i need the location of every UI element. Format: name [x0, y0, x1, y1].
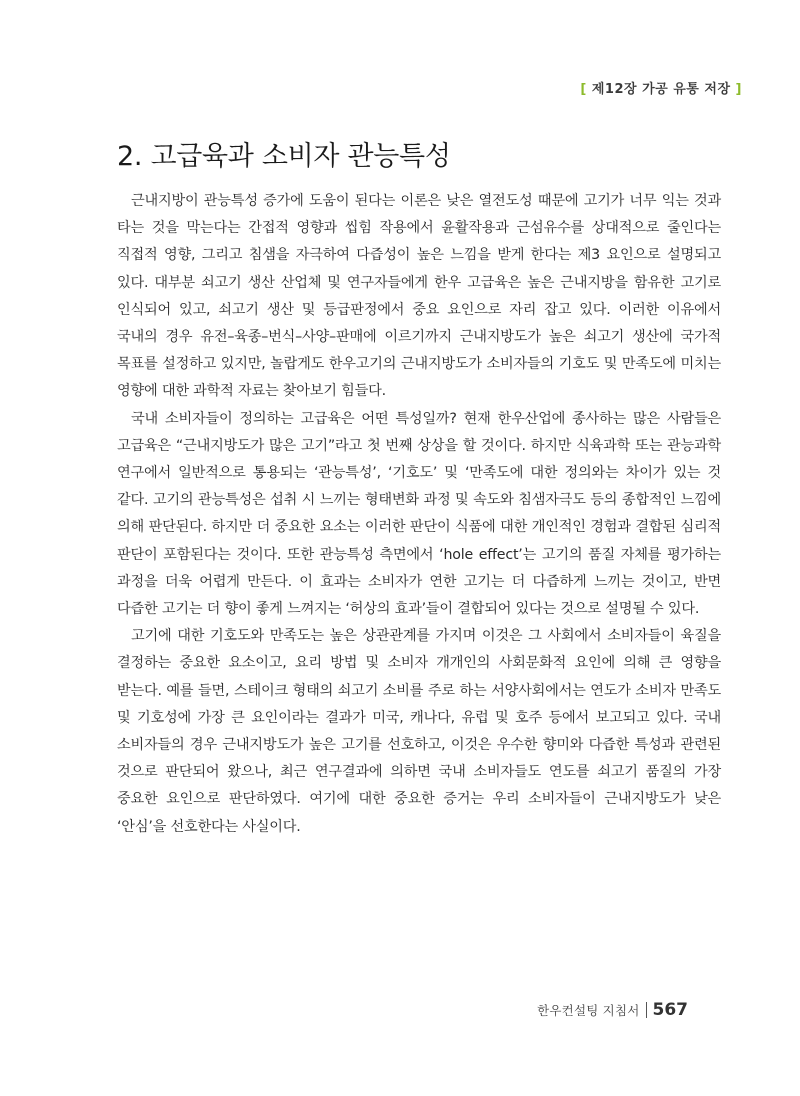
page-footer [537, 1000, 688, 1020]
guide-name: 한우컨설팅 지침서 [537, 1003, 640, 1018]
body-text [117, 188, 721, 841]
header-bracket-open: [ [580, 82, 587, 97]
footer-divider [646, 1002, 647, 1018]
paragraph-1: 근내지방이 관능특성 증가에 도움이 된다는 이론은 낮은 열전도성 때문에 고기가 너무 익는 것과 타는 것을 막는다는 간접적 영향과 씹힘 작용에서 윤활작용과 근섬유수를 상대적으로 줄인다는 직접적 영향, 그리고 침샘을 자극하여 다즙성이 높은 느낌을 받게 한다는 제3 요인으로 설명되고 있다. 대부분 쇠고기 생산 산업체 및 연구자들에게 한우 고급육은 높은 근내지방을 함유한 고기로 인식되어 있고, 쇠고기 생산 및 등급판정에서 중요 요인으로 자리 잡고 있다. 이러한 이유에서 국내의 경우 유전–육종–번식–사양–판매에 이르기까지 근내지방도가 높은 쇠고기 생산에 국가적 목표를 설정하고 있지만, 놀랍게도 한우고기의 근내지방도가 소비자들의 기호도 및 만족도에 미치는 영향에 대한 과학적 자료는 찾아보기 힘들다. [117, 193, 721, 400]
page-number: 567 [652, 1000, 688, 1020]
paragraph-2: 국내 소비자들이 정의하는 고급육은 어떤 특성일까? 현재 한우산업에 종사하는 많은 사람들은 고급육은 “근내지방도가 많은 고기”라고 첫 번째 상상을 할 것이다. 하지만 식육과학 또는 관능과학 연구에서 일반적으로 통용되는 ‘관능특성’, ‘기호도’ 및 ‘만족도에 대한 정의와는 차이가 있는 것 같다. 고기의 관능특성은 섭취 시 느끼는 형태변화 과정 및 속도와 침샘자극도 등의 종합적인 느낌에 의해 판단된다. 하지만 더 중요한 요소는 이러한 판단이 식품에 대한 개인적인 경험과 결합된 심리적 판단이 포함된다는 것이다. 또한 관능특성 측면에서 ‘hole effect’는 고기의 품질 자체를 평가하는 과정을 더욱 어렵게 만든다. 이 효과는 소비자가 연한 고기는 더 다즙하게 느끼는 것이고, 반면 다즙한 고기는 더 향이 좋게 느껴지는 ‘허상의 효과’들이 결합되어 있다는 것으로 설명될 수 있다. [117, 410, 721, 618]
section-title: 2. 고급육과 소비자 관능특성 [117, 141, 451, 172]
chapter-header [580, 78, 742, 97]
header-bracket-close: ] [735, 82, 742, 97]
chapter-title: 제12장 가공 유통 저장 [591, 82, 731, 97]
paragraph-3: 고기에 대한 기호도와 만족도는 높은 상관관계를 가지며 이것은 그 사회에서 소비자들이 육질을 결정하는 중요한 요소이고, 요리 방법 및 소비자 개개인의 사회문화적 요인에 의해 큰 영향을 받는다. 예를 들면, 스테이크 형태의 쇠고기 소비를 주로 하는 서양사회에서는 연도가 소비자 만족도 및 기호성에 가장 큰 요인이라는 결과가 미국, 캐나다, 유럽 및 호주 등에서 보고되고 있다. 국내 소비자들의 경우 근내지방도가 높은 고기를 선호하고, 이것은 우수한 향미와 다즙한 특성과 관련된 것으로 판단되어 왔으나, 최근 연구결과에 의하면 국내 소비자들도 연도를 쇠고기 품질의 가장 중요한 요인으로 판단하였다. 여기에 대한 중요한 증거는 우리 소비자들이 근내지방도가 낮은 ‘안심’을 선호한다는 사실이다. [117, 628, 721, 835]
